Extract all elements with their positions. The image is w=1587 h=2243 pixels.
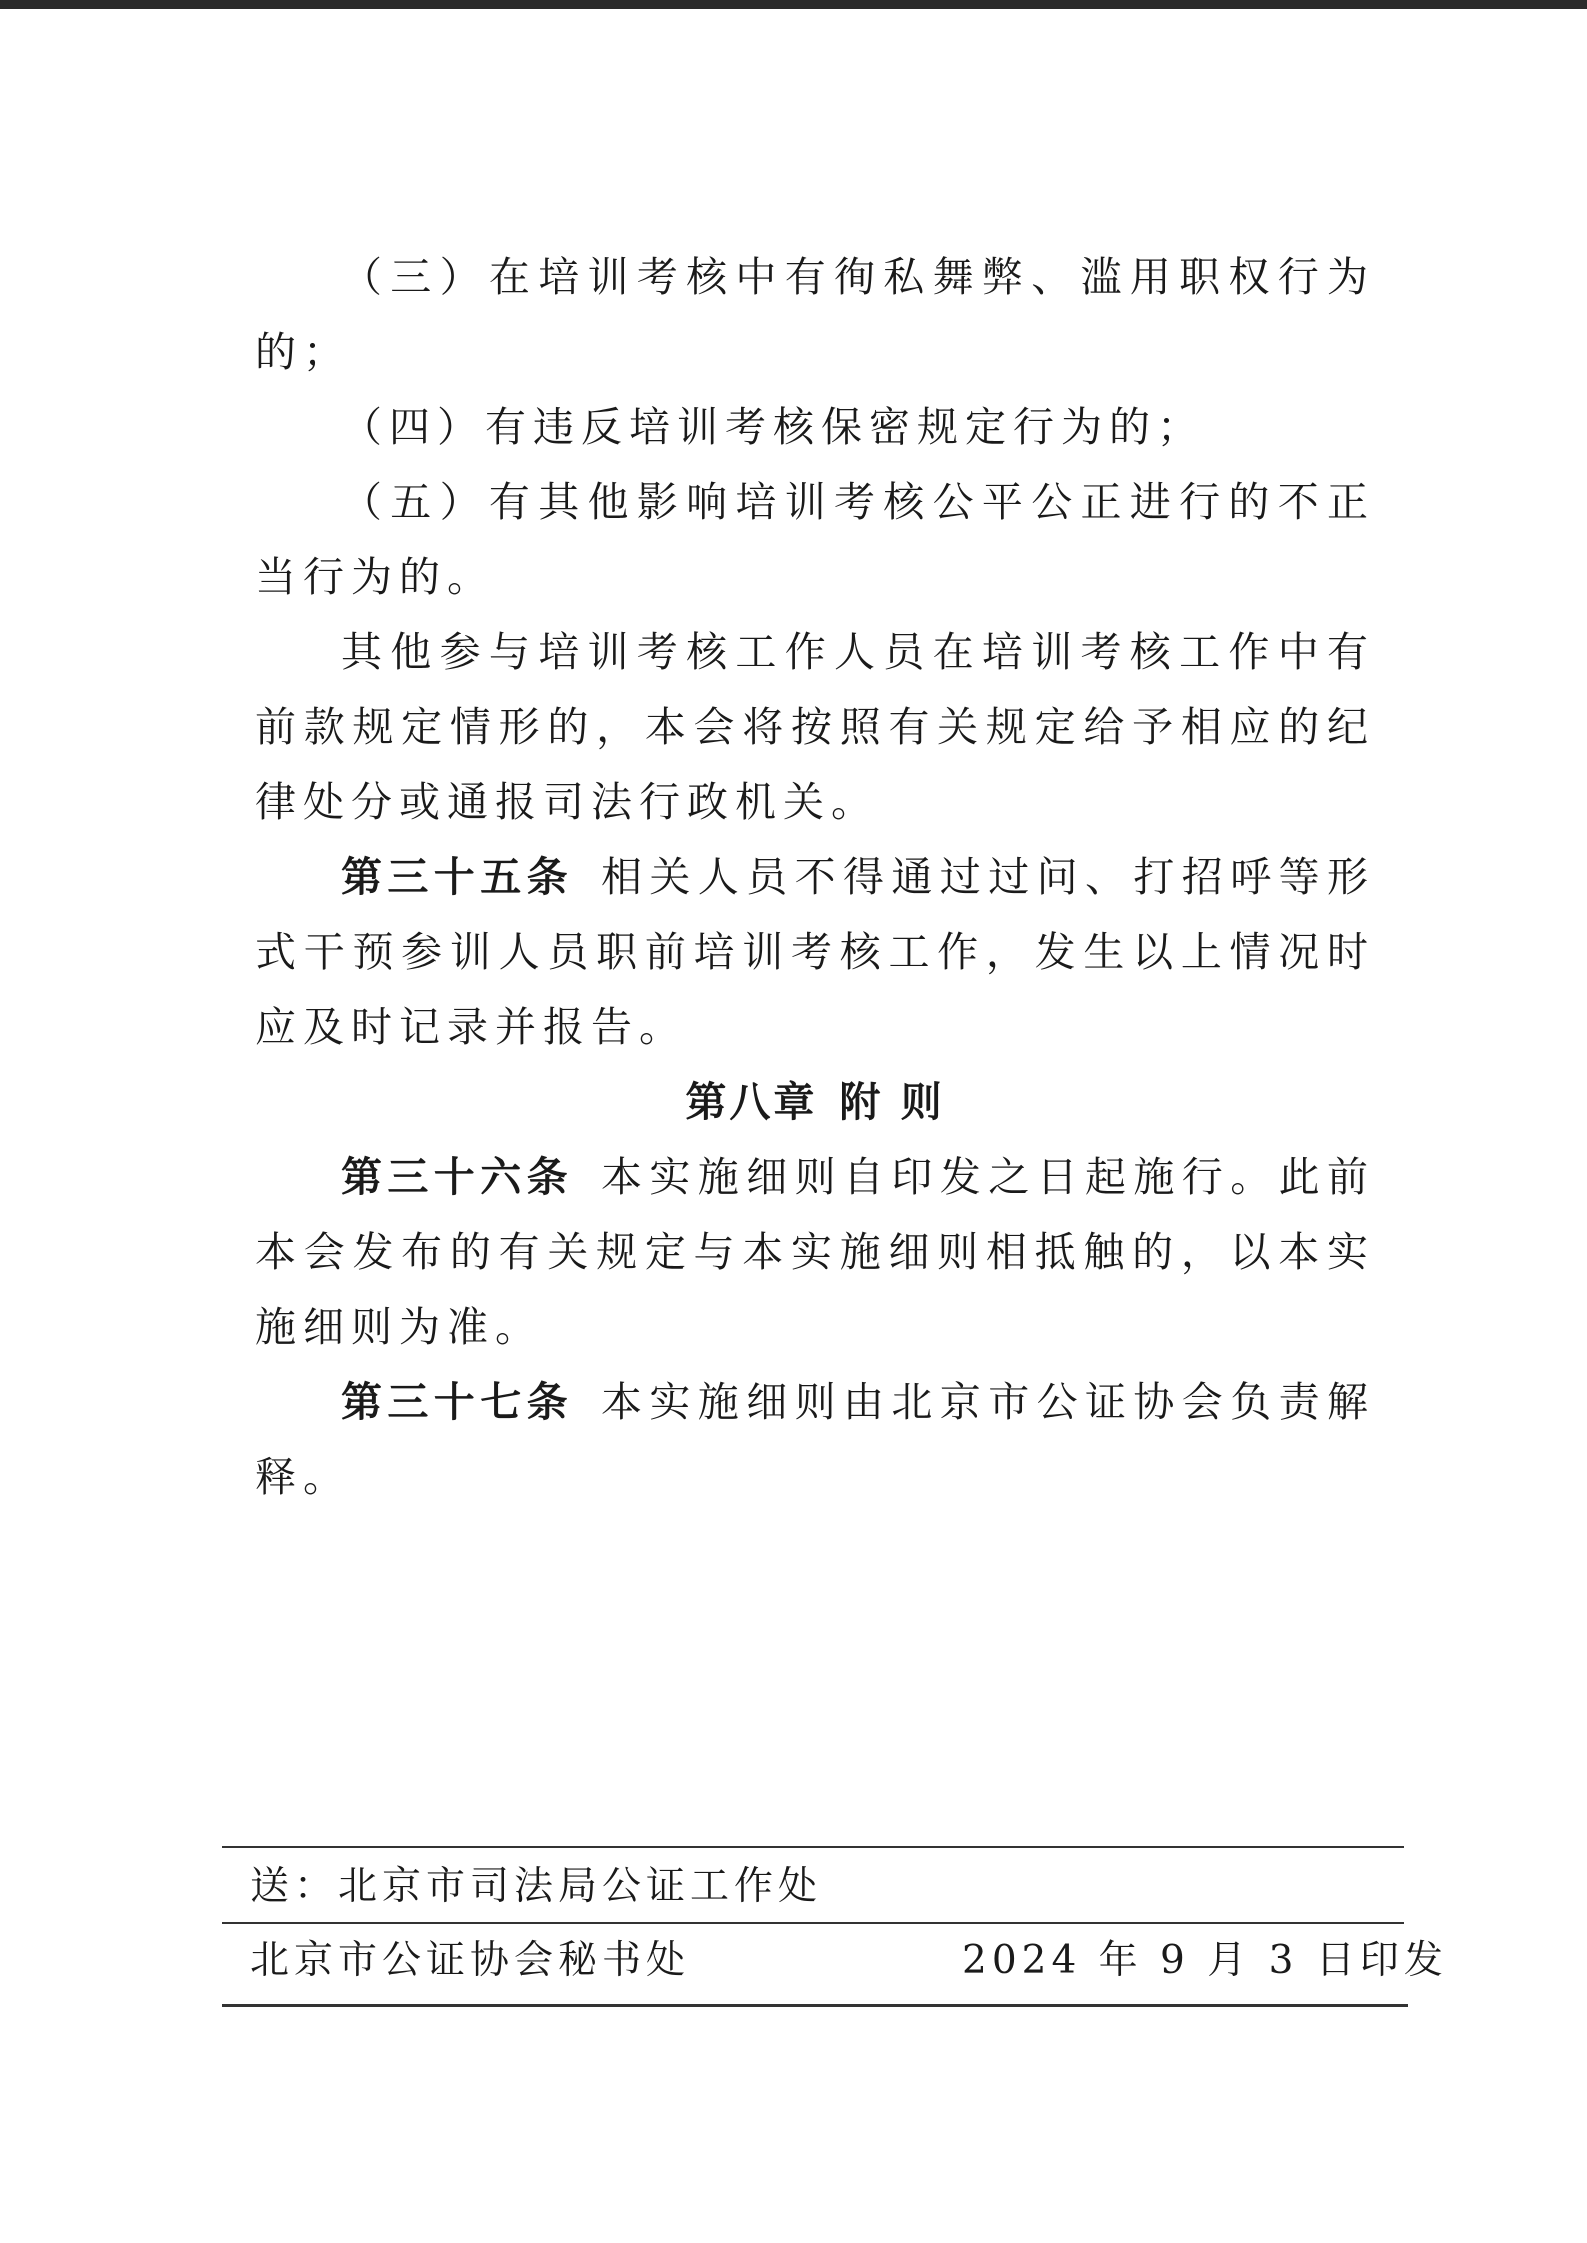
- article-36-text: 本实施细则自印发之日起施行。此前本会发布的有关规定与本实施细则相抵触的，以本实施细则为准。: [255, 1153, 1375, 1351]
- document-body: [255, 240, 1375, 1515]
- chapter-heading: [255, 1065, 1375, 1140]
- clause-item-4: （四）有违反培训考核保密规定行为的；: [341, 403, 1205, 451]
- footer-rule-bottom: [222, 2004, 1408, 2007]
- footer-issue-date: 2024 年 9 月 3 日印发: [962, 1938, 1448, 1983]
- article-36-number: 第三十六条: [341, 1153, 573, 1201]
- clause-item-3: （三）在培训考核中有徇私舞弊、滥用职权行为的；: [255, 253, 1375, 376]
- chapter-number: 第八章: [685, 1078, 818, 1126]
- page-top-border: [0, 0, 1587, 9]
- footer-issuer: 北京市公证协会秘书处: [250, 1938, 691, 1983]
- footer-rule-middle: [222, 1922, 1404, 1924]
- article-35-number: 第三十五条: [341, 853, 573, 901]
- article-35-text: 相关人员不得通过过问、打招呼等形式干预参训人员职前培训考核工作，发生以上情况时应及时记录并报告。: [255, 853, 1375, 1051]
- article-35: [255, 840, 1375, 1065]
- footer-rule-top: [222, 1846, 1404, 1848]
- chapter-name: 附 则: [839, 1078, 945, 1126]
- clause-item-5: （五）有其他影响培训考核公平公正进行的不正当行为的。: [255, 478, 1375, 601]
- article-36: [255, 1140, 1375, 1365]
- article-37: [255, 1365, 1375, 1515]
- article-37-text: 本实施细则由北京市公证协会负责解释。: [255, 1378, 1375, 1501]
- footer-recipient: 送：北京市司法局公证工作处: [250, 1864, 823, 1909]
- paragraph-other-personnel: 其他参与培训考核工作人员在培训考核工作中有前款规定情形的，本会将按照有关规定给予相应的纪律处分或通报司法行政机关。: [255, 628, 1375, 826]
- article-37-number: 第三十七条: [341, 1378, 573, 1426]
